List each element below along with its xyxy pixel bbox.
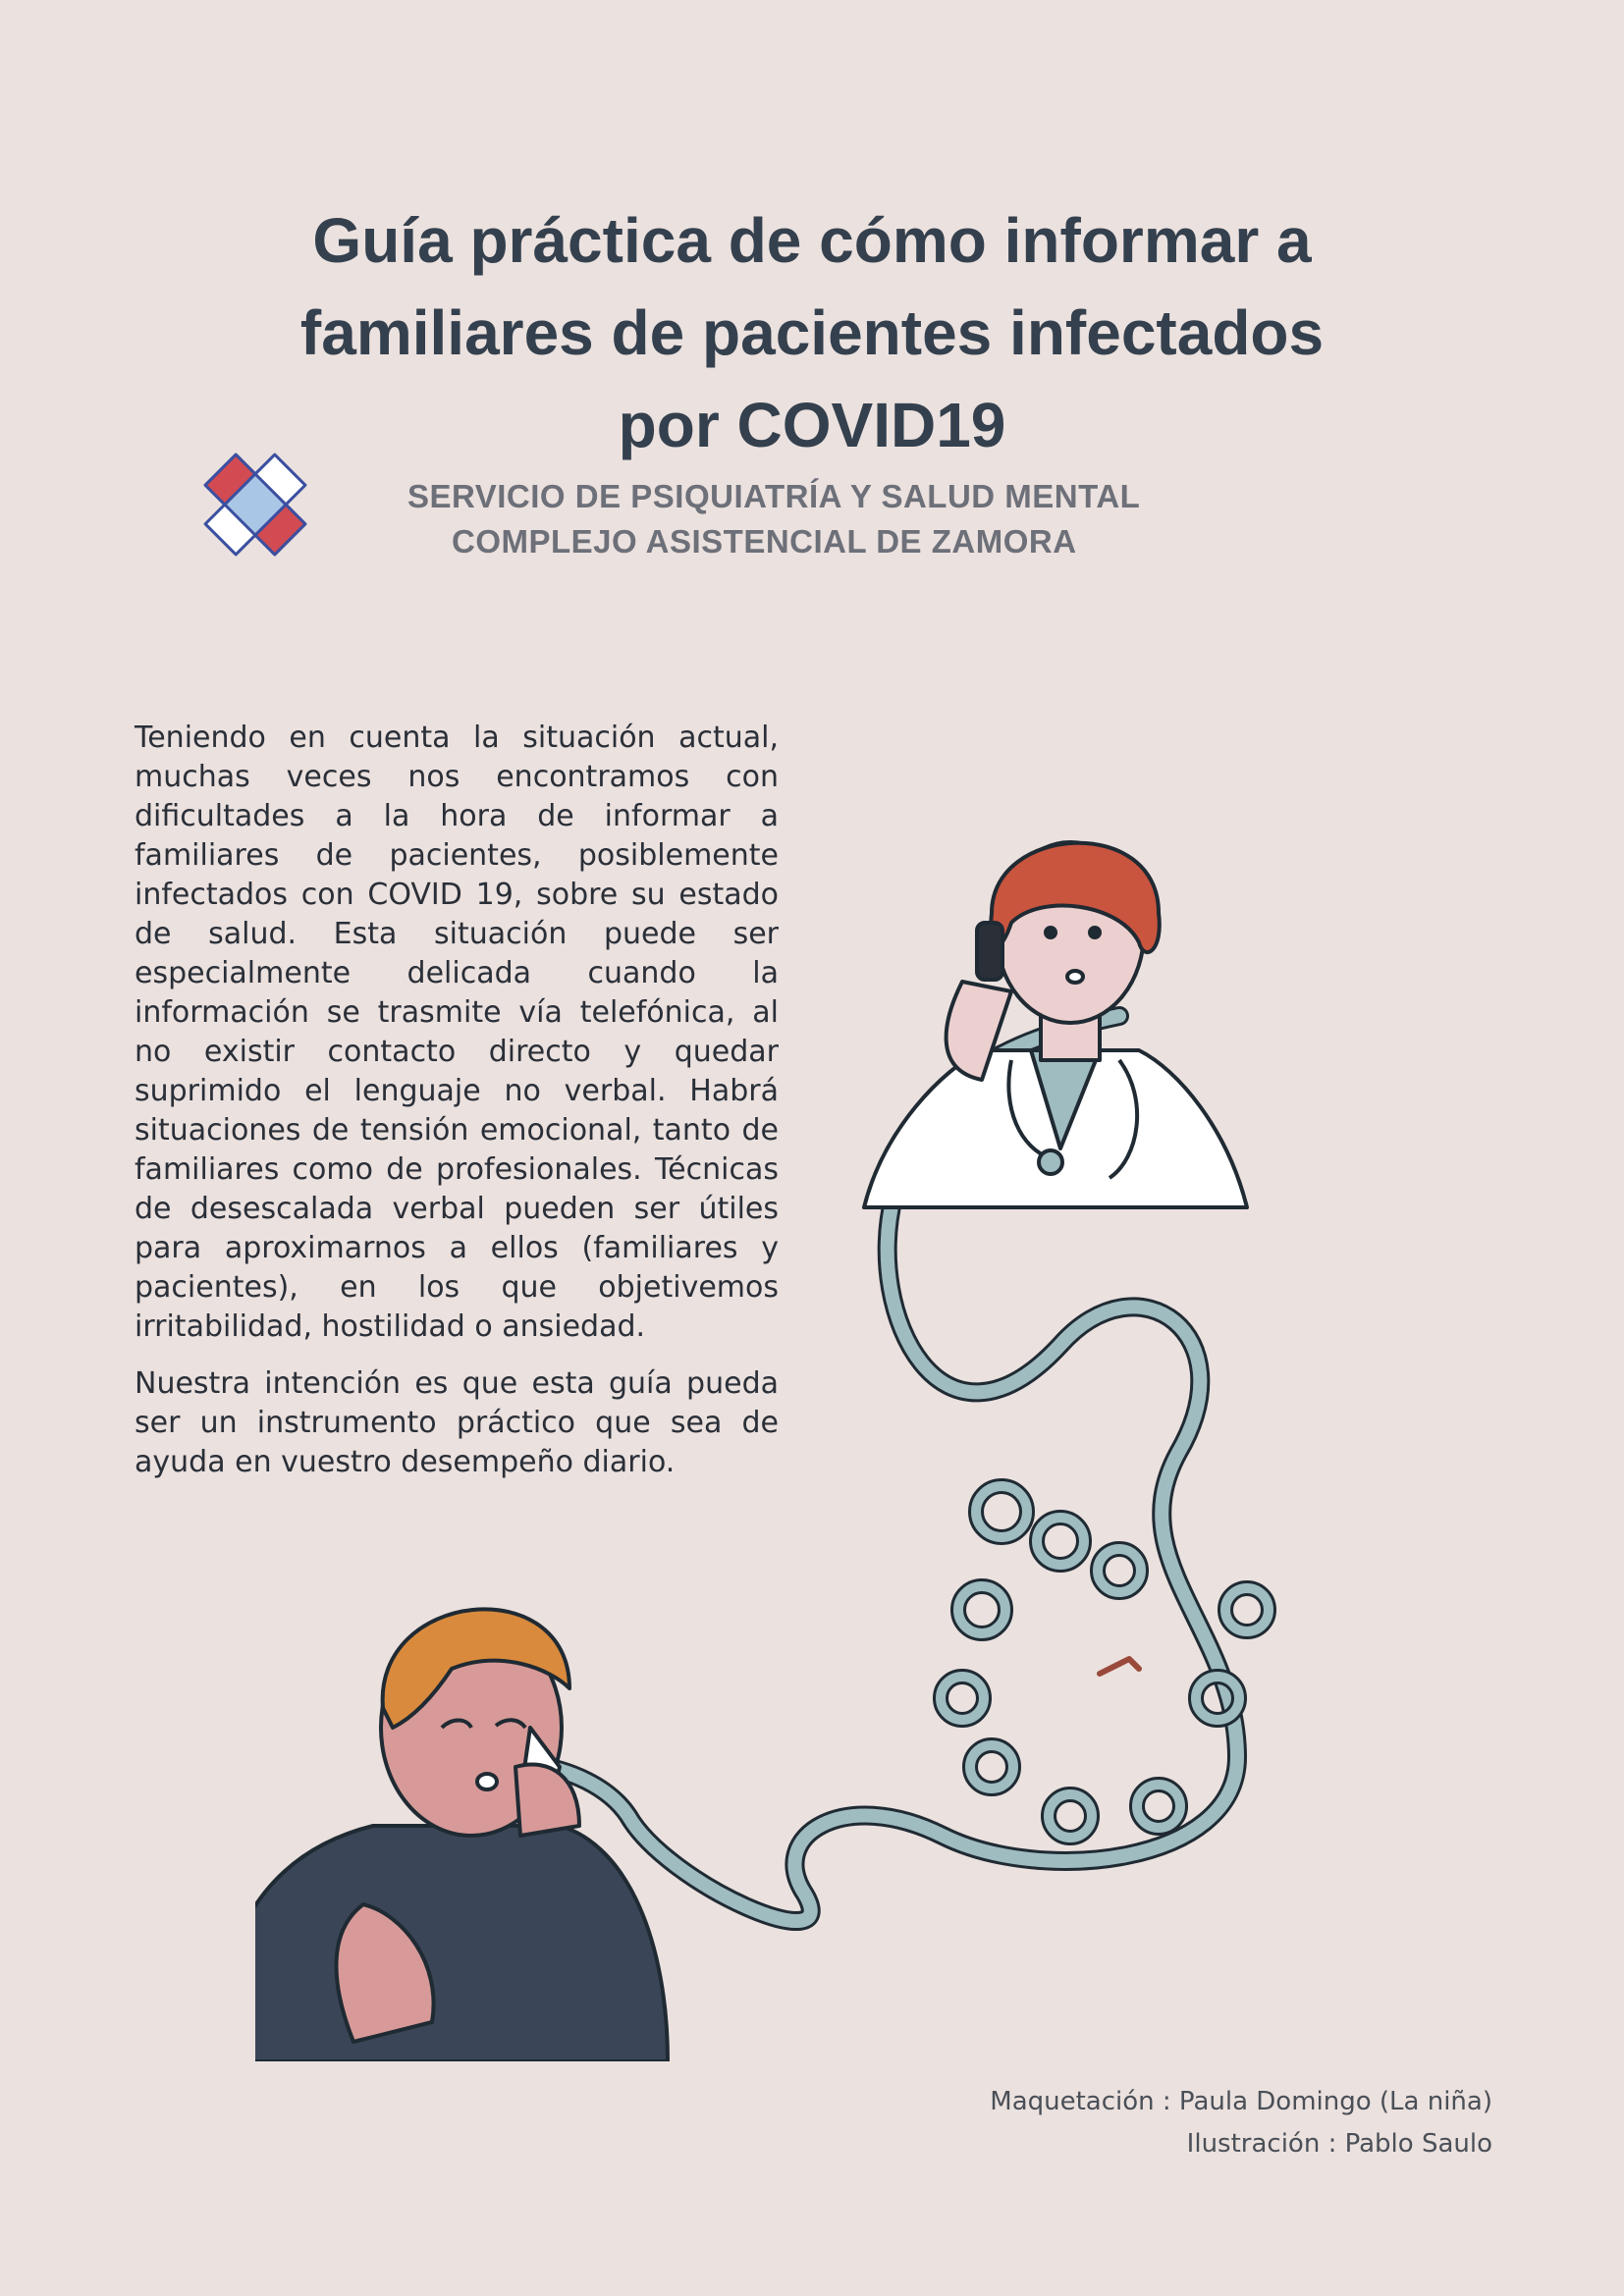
service-name: SERVICIO DE PSIQUIATRÍA Y SALUD MENTAL bbox=[407, 478, 1141, 514]
intro-paragraph-2: Nuestra intención es que esta guía pueda ser un instrumento práctico que sea de ayuda en vuestro desempeño diario. bbox=[135, 1366, 779, 1479]
title-line-3: por COVID19 bbox=[618, 390, 1006, 460]
organization-heading bbox=[373, 474, 1257, 564]
hospital-name: COMPLEJO ASISTENCIAL DE ZAMORA bbox=[452, 523, 1077, 560]
hospital-logo-icon bbox=[200, 450, 310, 560]
doctor-figure bbox=[864, 842, 1247, 1207]
credits bbox=[990, 2081, 1492, 2165]
layout-credit: Maquetación : Paula Domingo (La niña) bbox=[990, 2087, 1492, 2116]
intro-paragraph-1: Teniendo en cuenta la situación actual, muchas veces nos encontramos con dificultades a la hora de informar a familiares de pacientes, posiblemente infectados con COVID 19, sobre su estado de salud. Esta situación puede ser especialmente delicada cuando la información se trasmite vía telefónica, al no existir contacto directo y quedar suprimido el lenguaje no verbal. Habrá situaciones de tensión emocional, tanto de familiares como de profesionales. Técnicas de desescalada verbal pueden ser útiles para aproximarnos a ellos (familiares y pacientes), en los que objetivemos irritabilidad, hostilidad o ansiedad. bbox=[135, 721, 779, 1344]
page-title bbox=[147, 194, 1477, 471]
phone-call-illustration bbox=[255, 785, 1551, 2061]
illustration-credit: Ilustración : Pablo Saulo bbox=[1186, 2129, 1492, 2159]
relative-figure bbox=[255, 1609, 668, 2061]
title-line-1: Guía práctica de cómo informar a bbox=[312, 205, 1312, 276]
title-line-2: familiares de pacientes infectados bbox=[299, 297, 1325, 368]
